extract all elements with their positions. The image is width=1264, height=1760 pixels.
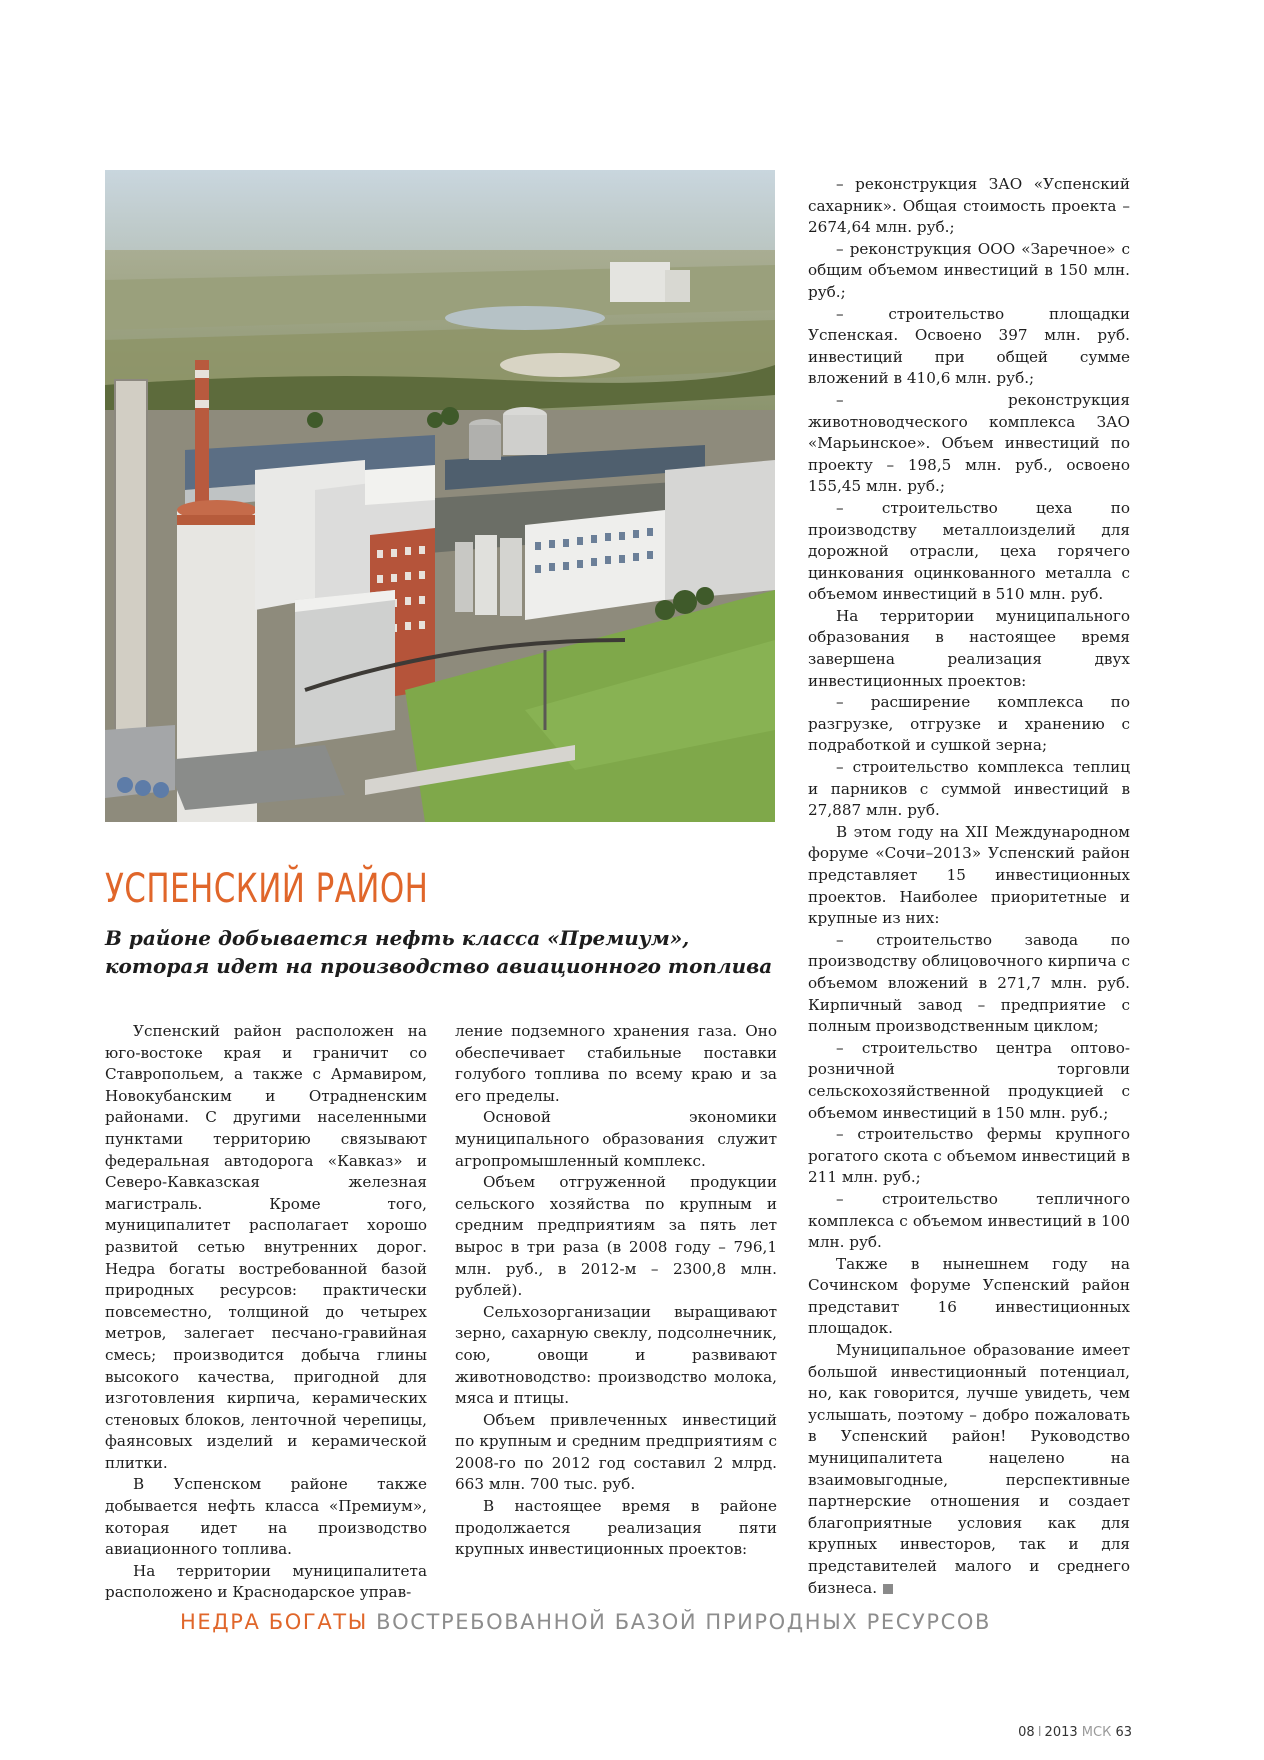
paragraph: – реконструкция ЗАО «Успенский сахарник». Общая стоимость проекта – 2674,64 млн. руб.; <box>808 175 1130 237</box>
paragraph: – строительство площадки Успенская. Освоено 397 млн. руб. инвестиций при общей сумме вложений в 410,6 млн. руб.; <box>808 304 1130 388</box>
subtitle-line-1: В районе добывается нефть класса «Премиум», <box>105 926 690 950</box>
body-column-3 <box>808 174 1130 1599</box>
paragraph: – реконструкция ООО «Заречное» с общим объемом инвестиций в 150 млн. руб.; <box>808 239 1130 301</box>
paragraph: – строительство тепличного комплекса с объемом инвестиций в 100 млн. руб. <box>808 1189 1130 1252</box>
folio-year: 2013 <box>1044 1725 1078 1740</box>
final-paragraph-text: Муниципальное образование имеет большой инвестиционный потенциал, но, как говорится, лучше увидеть, чем услышать, поэтому – добро пожаловать в Успенский район! Руководство муниципалитета нацелено на взаимовыгодные, перспективные партнерские отношения и создает благоприятные условия как для крупных инвесторов, так и для представителей малого и среднего бизнеса. <box>808 1341 1130 1597</box>
pull-quote <box>180 1610 991 1634</box>
pull-quote-accent: НЕДРА БОГАТЫ <box>180 1610 368 1634</box>
folio-issue: 08 <box>1018 1725 1035 1740</box>
paragraph: – строительство центра оптово-розничной торговли сельскохозяйственной продукцией с объемом инвестиций в 150 млн. руб.; <box>808 1038 1130 1122</box>
paragraph: Основой экономики муниципального образования служит агропромышленный комплекс. <box>455 1108 777 1170</box>
folio-page-number: 63 <box>1115 1725 1132 1740</box>
folio-magazine: МСК <box>1081 1725 1112 1740</box>
paragraph: В этом году на XII Международном форуме «Сочи–2013» Успенский район представляет 15 инвестиционных проектов. Наиболее приоритетные и крупные из них: <box>808 822 1130 928</box>
paragraph: Также в нынешнем году на Сочинском форуме Успенский район представит 16 инвестиционных площадок. <box>808 1254 1130 1338</box>
paragraph: – строительство завода по производству облицовочного кирпича с объемом вложений в 271,7 млн. руб. Кирпичный завод – предприятие с полным производственным циклом; <box>808 930 1130 1036</box>
paragraph: – строительство цеха по производству металлоизделий для дорожной отрасли, цеха горячего цинкования оцинкованного металла с объемом инвестиций в 510 млн. руб. <box>808 498 1130 604</box>
body-column-2 <box>455 1021 777 1561</box>
article-subtitle <box>105 924 785 980</box>
paragraph: Успенский район расположен на юго-востоке края и граничит со Ставропольем, а также с Армавиром, Новокубанским и Отрадненским районами. С другими населенными пунктами территорию связывают федеральная автодорога «Кавказ» и Северо-Кавказская железная магистраль. Кроме того, муниципалитет располагает хорошо развитой сетью внутренних дорог. Недра богаты востребованной базой природных ресурсов: практически повсеместно, толщиной до четырех метров, залегает песчано-гравийная смесь; производится добыча глины высокого качества, пригодной для изготовления кирпича, керамических стеновых блоков, ленточной черепицы, фаянсовых изделий и керамической плитки. <box>105 1022 427 1472</box>
paragraph: В Успенском районе также добывается нефть класса «Премиум», которая идет на производство авиационного топлива. <box>105 1475 427 1559</box>
paragraph: Объем привлеченных инвестиций по крупным и средним предприятиям с 2008-го по 2012 год составил 2 млрд. 663 млн. 700 тыс. руб. <box>455 1410 777 1494</box>
page-folio <box>1018 1725 1132 1740</box>
subtitle-line-2: которая идет на производство авиационного топлива <box>105 954 773 978</box>
paragraph: – расширение комплекса по разгрузке, отгрузке и хранению с подработкой и сушкой зерна; <box>808 693 1130 755</box>
paragraph: На территории муниципального образования в настоящее время завершена реализация двух инвестиционных проектов: <box>808 606 1130 690</box>
folio-separator: I <box>1037 1725 1042 1740</box>
paragraph: Сельхозорганизации выращивают зерно, сахарную свеклу, подсолнечник, сою, овощи и развивают животноводство: производство молока, мяса и птицы. <box>455 1302 777 1408</box>
end-of-article-square-icon <box>883 1584 893 1594</box>
paragraph: ление подземного хранения газа. Оно обеспечивает стабильные поставки голубого топлива по всему краю и за его пределы. <box>455 1022 777 1105</box>
article-photo <box>105 170 775 822</box>
paragraph: На территории муниципалитета расположено и Краснодарское управ- <box>105 1561 427 1602</box>
paragraph <box>808 1340 1130 1599</box>
paragraph: В настоящее время в районе продолжается реализация пяти крупных инвестиционных проектов: <box>455 1497 777 1559</box>
article-title: УСПЕНСКИЙ РАЙОН <box>105 866 429 912</box>
paragraph: – строительство фермы крупного рогатого скота с объемом инвестиций в 211 млн. руб.; <box>808 1125 1130 1187</box>
paragraph: – реконструкция животноводческого комплекса ЗАО «Марьинское». Объем инвестиций по проекту – 198,5 млн. руб., освоено 155,45 млн. руб.; <box>808 390 1130 496</box>
factory-aerial-image <box>105 170 775 822</box>
body-column-1 <box>105 1021 427 1604</box>
paragraph: – строительство комплекса теплиц и парников с суммой инвестиций в 27,887 млн. руб. <box>808 758 1130 820</box>
pull-quote-rest: ВОСТРЕБОВАННОЙ БАЗОЙ ПРИРОДНЫХ РЕСУРСОВ <box>376 1610 992 1634</box>
paragraph: Объем отгруженной продукции сельского хозяйства по крупным и средним предприятиям за пять лет вырос в три раза (в 2008 году – 796,1 млн. руб., в 2012-м – 2300,8 млн. рублей). <box>455 1173 777 1300</box>
